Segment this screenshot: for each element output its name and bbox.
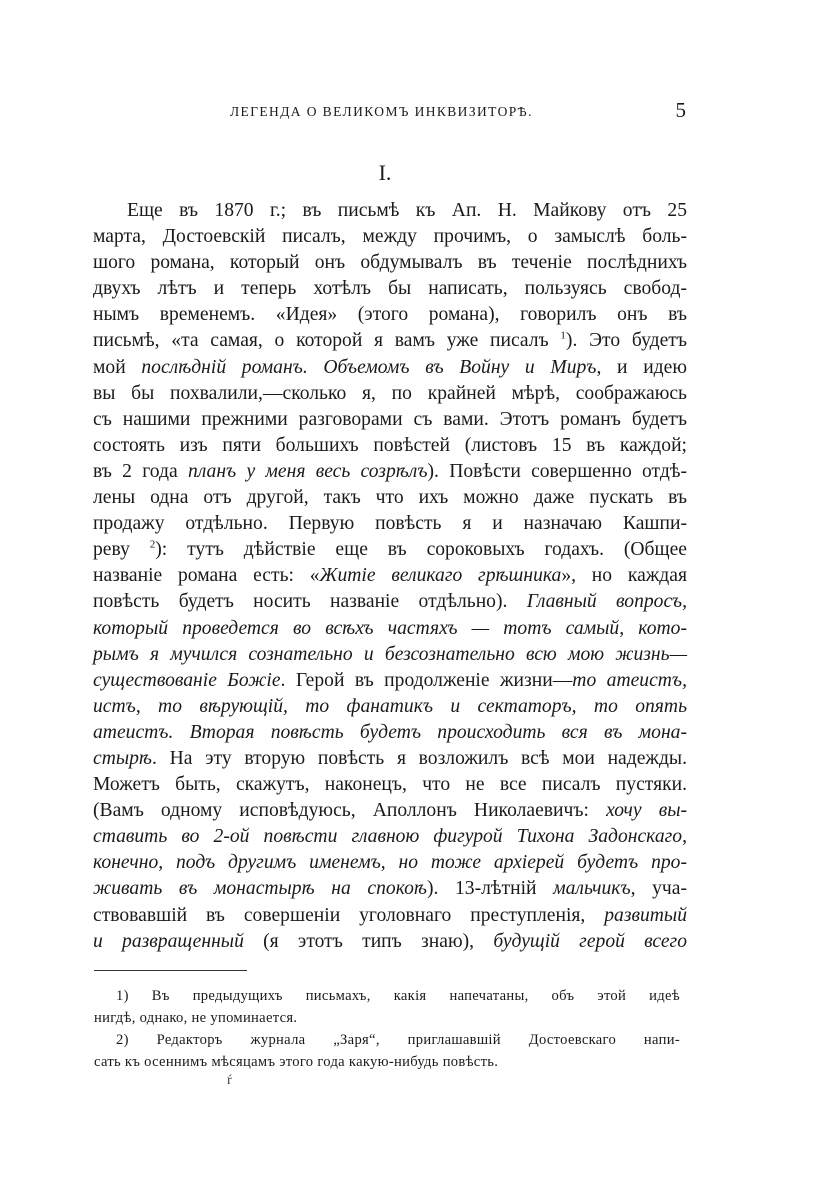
text-segment: (я этотъ типъ знаю), [243, 930, 494, 952]
text-line [93, 250, 687, 276]
text-segment: ). Это будетъ [565, 330, 687, 352]
text-line [93, 302, 687, 328]
text-line [93, 355, 687, 381]
text-line [93, 328, 687, 354]
text-line [93, 224, 687, 250]
italic-text: живать въ монастырѣ на спокоѣ [93, 878, 427, 900]
running-title: ЛЕГЕНДА О ВЕЛИКОМЪ ИНКВИЗИТОРѢ. [230, 104, 533, 119]
text-segment: ): тутъ дѣйствіе еще въ сороковыхъ годахъ. (Общее [155, 539, 687, 561]
text-segment: въ 2 года [93, 460, 188, 482]
text-line [93, 433, 687, 459]
text-line [93, 772, 687, 798]
text-segment: ). 13-лѣтній [426, 878, 554, 900]
text-line [93, 276, 687, 302]
text-segment: (Вамъ одному исповѣдуюсь, Аполлонъ Николаевичъ: [93, 800, 607, 822]
chapter-number: I. [378, 160, 392, 185]
italic-text: ставить во 2-ой повѣсти главною фигурой Тихона Задонскаго, [93, 826, 687, 848]
text-segment: письмѣ, «та самая, о которой я вамъ уже писалъ [93, 330, 561, 352]
text-line [93, 903, 687, 929]
main-text [93, 198, 687, 955]
text-line [93, 668, 687, 694]
stray-mark: ŕ [227, 1073, 232, 1088]
text-line [93, 694, 687, 720]
italic-text: будущій герой всего [493, 930, 687, 952]
text-line [93, 642, 687, 668]
italic-text: который проведется во всѣхъ частяхъ — тотъ самый, кото- [93, 617, 687, 639]
italic-text: рымъ я мучился сознательно и безсознательно всю мою жизнь— [93, 643, 687, 665]
text-line [93, 381, 687, 407]
footnote-line: сать къ осеннимъ мѣсяцамъ этого года какую-нибудь повѣсть. [94, 1054, 499, 1070]
text-line [93, 720, 687, 746]
text-segment: повѣсть будетъ носить названіе отдѣльно). [93, 591, 527, 613]
italic-text: Главный вопросъ, [526, 591, 687, 613]
text-line [93, 798, 687, 824]
text-line [93, 198, 687, 224]
text-line [93, 850, 687, 876]
italic-text: то атеистъ, [572, 669, 688, 691]
text-segment: вы бы похвалили,—сколько я, по крайней мѣрѣ, соображаюсь [93, 382, 687, 404]
text-line [93, 824, 687, 850]
text-line [93, 511, 687, 537]
footnote-ref: 1 [560, 329, 566, 342]
text-segment: Можетъ быть, скажутъ, наконецъ, что не все писалъ пустяки. [93, 774, 687, 796]
text-segment: шого романа, который онъ обдумывалъ въ теченіе послѣднихъ [93, 252, 687, 274]
text-segment: . Герой въ продолженіе жизни— [280, 669, 573, 691]
text-line [93, 589, 687, 615]
text-segment: съ нашими прежними разговорами съ вами. Этотъ романъ будетъ [93, 408, 687, 430]
footnote-divider [94, 970, 247, 971]
footnotes [94, 985, 680, 1073]
italic-text: и развращенный [93, 930, 244, 952]
text-segment: , и идею [596, 356, 687, 378]
text-line [93, 485, 687, 511]
text-segment: двухъ лѣтъ и теперь хотѣлъ бы написать, пользуясь свобод- [93, 278, 687, 300]
text-segment: названіе романа есть: « [93, 565, 320, 587]
text-segment: Еще въ 1870 г.; въ письмѣ къ Ап. Н. Майкову отъ 25 [127, 200, 687, 221]
text-line [93, 929, 687, 955]
text-segment: , уча- [630, 878, 687, 900]
page-header [120, 100, 686, 124]
italic-text: послѣдній романъ. Объемомъ въ Войну и Миръ [141, 356, 597, 378]
text-line [93, 537, 687, 563]
italic-text: существованіе Божіе [93, 669, 281, 691]
footnote-line: нигдѣ, однако, не упоминается. [94, 1010, 298, 1026]
text-line [93, 876, 687, 902]
text-line [93, 407, 687, 433]
text-segment: реву [93, 539, 150, 561]
italic-text: атеистъ. Вторая повѣсть будетъ происходить вся въ мона- [93, 721, 687, 743]
text-line [93, 616, 687, 642]
italic-text: хочу вы- [606, 800, 687, 822]
text-segment: нымъ временемъ. «Идея» (этого романа), говорилъ онъ въ [93, 304, 687, 326]
text-line [93, 459, 687, 485]
italic-text: конечно, подъ другимъ именемъ, но тоже архіерей будетъ про- [93, 852, 687, 874]
footnote-line: 1) Въ предыдущихъ письмахъ, какія напечатаны, объ этой идеѣ [116, 988, 680, 1004]
footnote-line: 2) Редакторъ журнала „Заря“, приглашавшій Достоевскаго напи- [116, 1032, 680, 1048]
text-segment: состоять изъ пяти большихъ повѣстей (листовъ 15 въ каждой; [93, 434, 687, 456]
italic-text: планъ у меня весь созрѣлъ [187, 460, 428, 482]
text-line [93, 746, 687, 772]
text-line [93, 563, 687, 589]
italic-text: стырѣ [93, 747, 152, 769]
italic-text: Житіе великаго грѣшника [319, 565, 562, 587]
italic-text: истъ, то вѣрующій, то фанатикъ и сектаторъ, то опять [93, 695, 687, 717]
text-segment: . На эту вторую повѣсть я возложилъ всѣ мои надежды. [151, 747, 687, 769]
text-segment: ствовавшій въ совершеніи уголовнаго преступленія, [93, 904, 605, 926]
page-number: 5 [675, 98, 686, 122]
footnote-ref: 2 [149, 538, 156, 551]
italic-text: развитый [604, 904, 687, 926]
text-segment: », но каждая [561, 565, 687, 587]
text-segment: мой [93, 356, 142, 378]
italic-text: мальчикъ [553, 878, 631, 900]
text-segment: продажу отдѣльно. Первую повѣсть я и назначаю Кашпи- [93, 513, 687, 535]
text-segment: лены одна отъ другой, такъ что ихъ можно даже пускать въ [93, 487, 687, 509]
text-segment: марта, Достоевскій писалъ, между прочимъ, о замыслѣ боль- [93, 226, 687, 248]
text-segment: ). Повѣсти совершенно отдѣ- [427, 460, 687, 482]
